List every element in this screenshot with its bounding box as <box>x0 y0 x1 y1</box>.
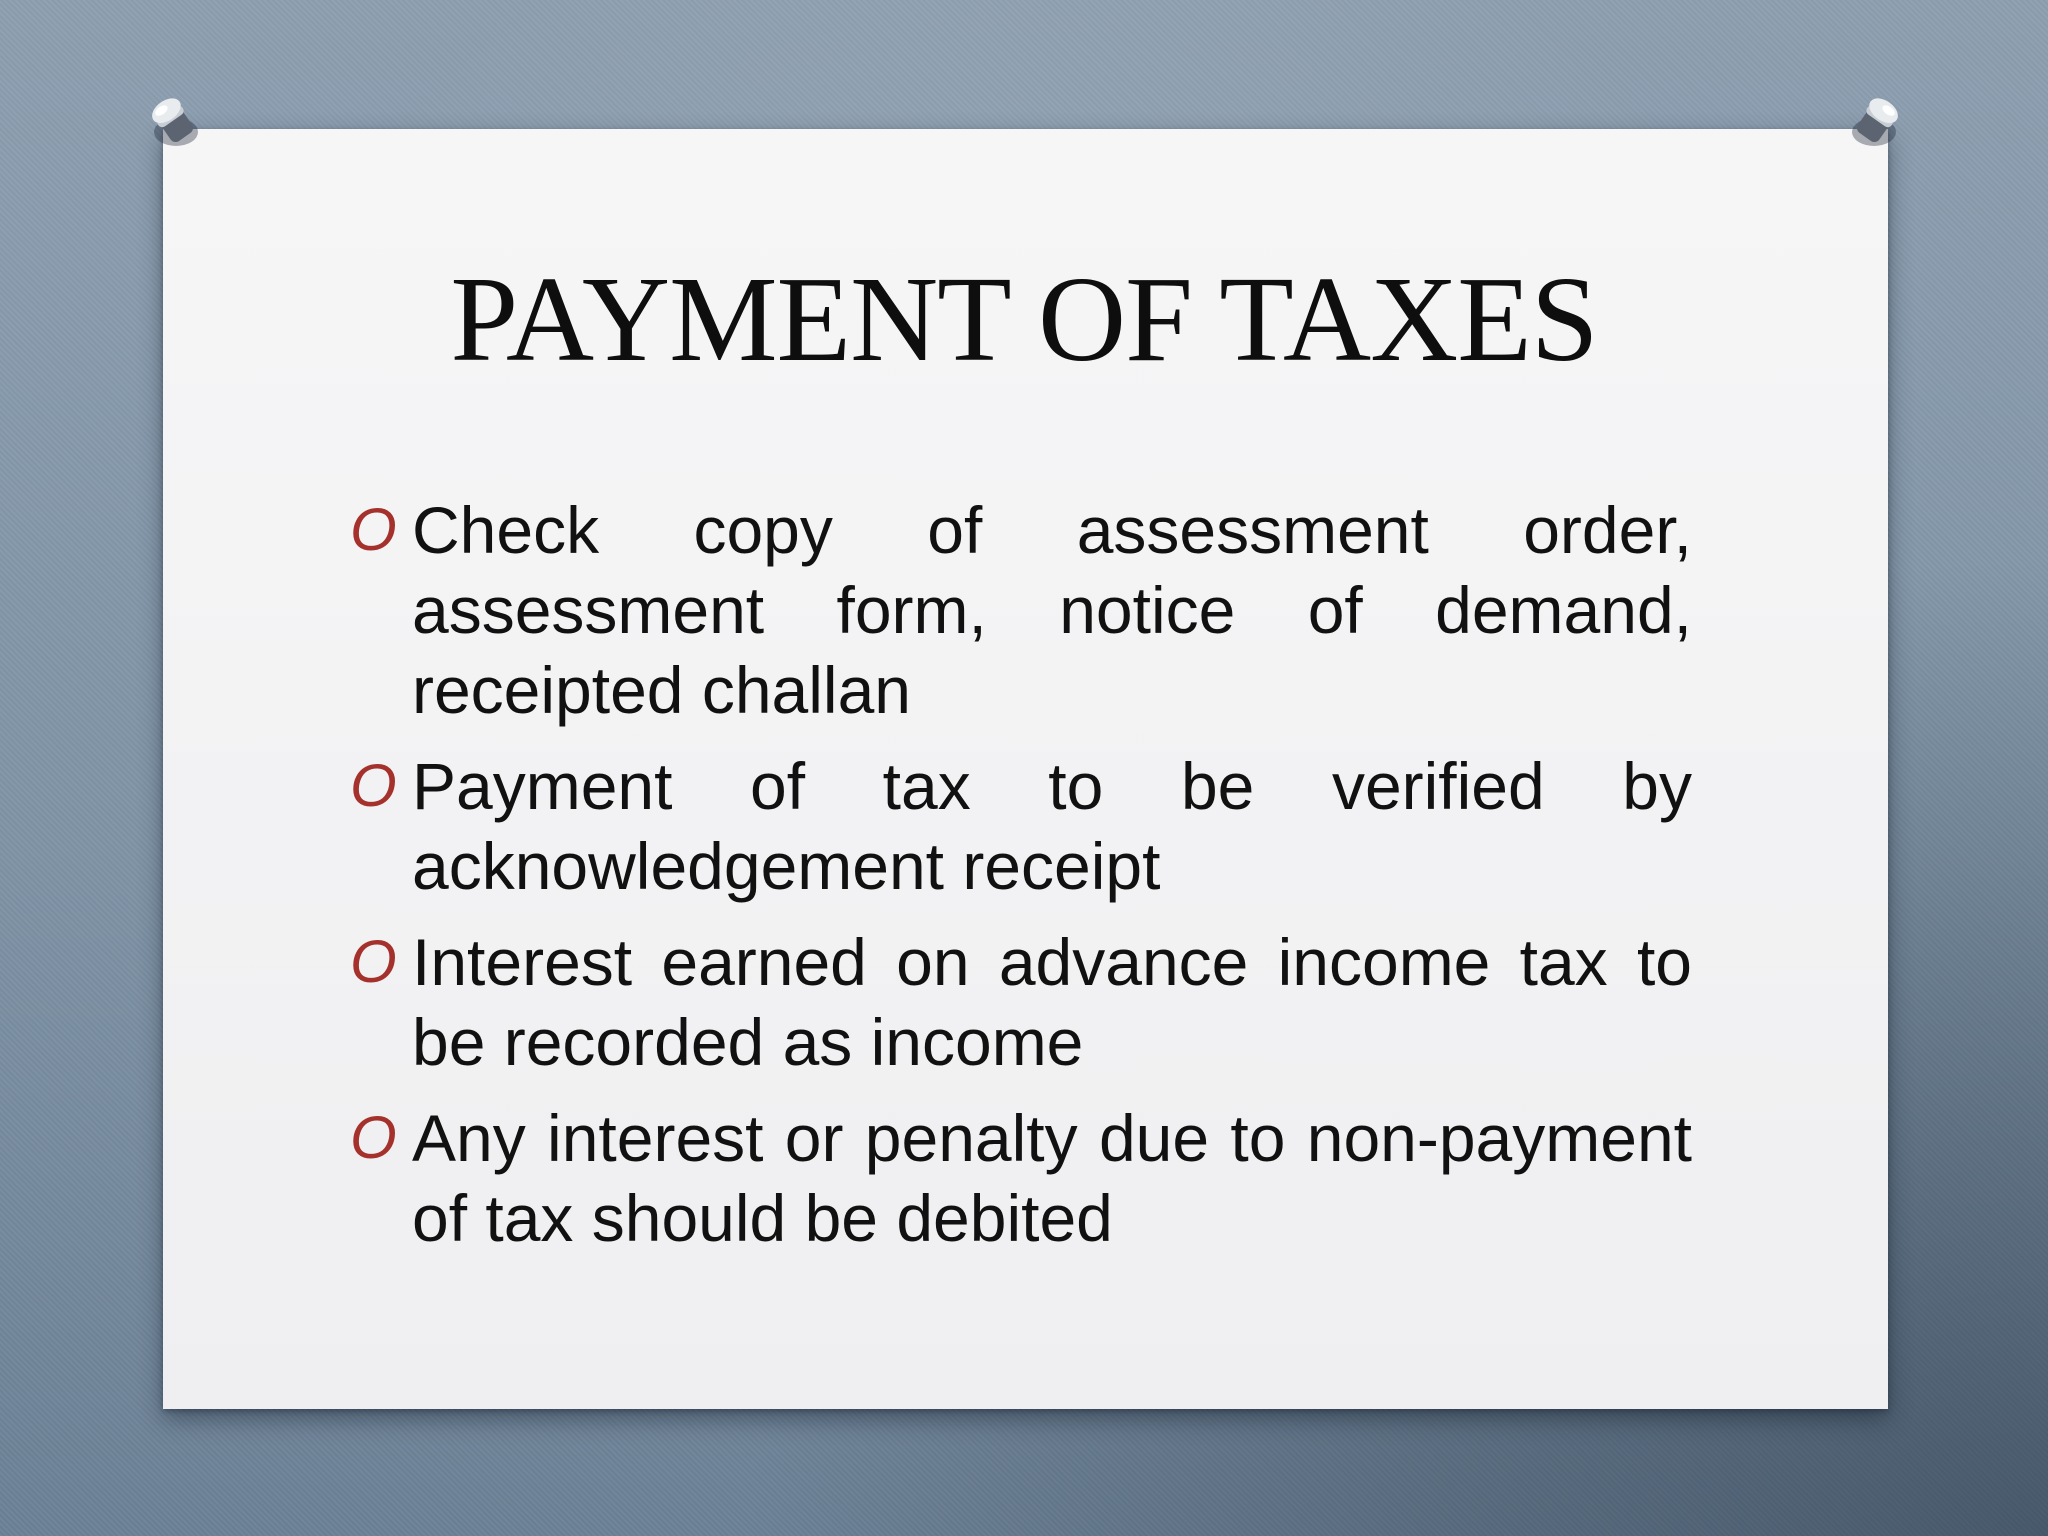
pushpin-icon <box>140 88 210 158</box>
bullet-item <box>350 1098 1692 1258</box>
bullet-item <box>350 922 1692 1082</box>
pushpin-icon <box>1840 88 1910 158</box>
bullet-item <box>350 490 1692 730</box>
bullet-marker-icon: O <box>350 928 397 995</box>
bullet-marker-icon: O <box>350 496 397 563</box>
bullet-text: Any interest or penalty due to non-payment of tax should be debited <box>412 1101 1692 1255</box>
bullet-list <box>350 490 1692 1274</box>
bullet-marker-icon: O <box>350 752 397 819</box>
bullet-text: Check copy of assessment order, assessment form, notice of demand, receipted challan <box>412 493 1692 727</box>
bullet-marker-icon: O <box>350 1104 397 1171</box>
bullet-text: Payment of tax to be verified by acknowledgement receipt <box>412 749 1692 903</box>
bullet-text: Interest earned on advance income tax to be recorded as income <box>412 925 1692 1079</box>
slide-title: PAYMENT OF TAXES <box>450 252 1598 387</box>
bullet-item <box>350 746 1692 906</box>
